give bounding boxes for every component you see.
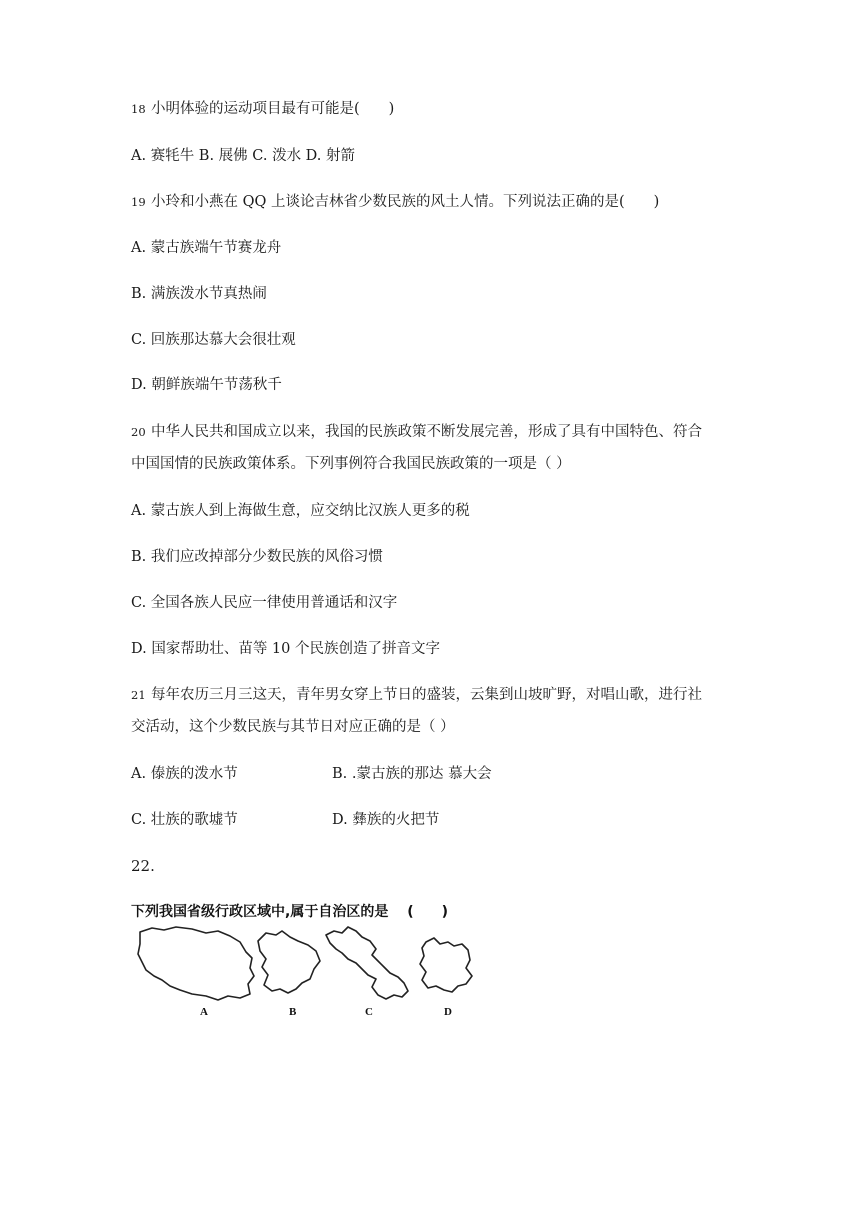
question-number: 21 bbox=[131, 688, 146, 702]
question-number: 18 bbox=[131, 102, 146, 116]
question-20-stem-line1 bbox=[131, 422, 702, 442]
question-22-stem: 下列我国省级行政区域中,属于自治区的是 ( ) bbox=[131, 904, 448, 920]
region-outline-c bbox=[322, 923, 412, 1003]
question-18-options: A. 赛牦牛 B. 展佛 C. 泼水 D. 射箭 bbox=[131, 148, 356, 164]
question-text: 每年农历三月三这天，青年男女穿上节日的盛装，云集到山坡旷野，对唱山歌，进行社 bbox=[151, 687, 702, 703]
question-text: 小明体验的运动项目最有可能是( ) bbox=[151, 101, 395, 117]
question-20-option-a: A. 蒙古族人到上海做生意，应交纳比汉族人更多的税 bbox=[131, 503, 470, 519]
question-number: 19 bbox=[131, 195, 146, 209]
question-20-option-b: B. 我们应改掉部分少数民族的风俗习惯 bbox=[131, 549, 383, 565]
question-21-option-a: A. 傣族的泼水节 bbox=[131, 766, 238, 782]
region-outline-a bbox=[134, 924, 258, 1004]
question-19-option-c: C. 回族那达慕大会很壮观 bbox=[131, 332, 296, 348]
question-19-stem bbox=[131, 192, 659, 212]
map-region-c bbox=[322, 923, 412, 1003]
question-21-stem-line1 bbox=[131, 685, 702, 705]
question-text: 中华人民共和国成立以来，我国的民族政策不断发展完善，形成了具有中国特色、符合 bbox=[151, 424, 702, 440]
map-label-d: D bbox=[444, 1006, 452, 1018]
question-21-stem-line2: 交活动，这个少数民族与其节日对应正确的是（ ） bbox=[131, 719, 455, 735]
question-text: 小玲和小燕在 QQ 上谈论吉林省少数民族的风土人情。下列说法正确的是( ) bbox=[151, 194, 660, 210]
question-20-option-d: D. 国家帮助壮、苗等 10 个民族创造了拼音文字 bbox=[131, 641, 440, 657]
question-20-stem-line2: 中国国情的民族政策体系。下列事例符合我国民族政策的一项是（ ） bbox=[131, 456, 571, 472]
map-label-c: C bbox=[365, 1006, 373, 1018]
map-label-b: B bbox=[289, 1006, 297, 1018]
question-19-option-b: B. 满族泼水节真热闹 bbox=[131, 286, 267, 302]
map-region-a bbox=[134, 924, 258, 1004]
question-18-stem bbox=[131, 99, 394, 119]
question-20-option-c: C. 全国各族人民应一律使用普通话和汉字 bbox=[131, 595, 398, 611]
map-region-d bbox=[414, 934, 476, 996]
question-21-option-b: B. .蒙古族的那达 慕大会 bbox=[332, 766, 492, 782]
question-21-option-d: D. 彝族的火把节 bbox=[332, 812, 440, 828]
region-outline-d bbox=[414, 934, 476, 996]
question-22-number: 22. bbox=[131, 857, 155, 875]
question-19-option-a: A. 蒙古族端午节赛龙舟 bbox=[131, 240, 282, 256]
map-label-a: A bbox=[200, 1006, 208, 1018]
question-21-option-c: C. 壮族的歌墟节 bbox=[131, 812, 238, 828]
question-19-option-d: D. 朝鲜族端午节荡秋千 bbox=[131, 377, 282, 393]
map-region-b bbox=[250, 927, 324, 997]
region-outline-b bbox=[250, 927, 324, 997]
question-number: 20 bbox=[131, 425, 146, 439]
